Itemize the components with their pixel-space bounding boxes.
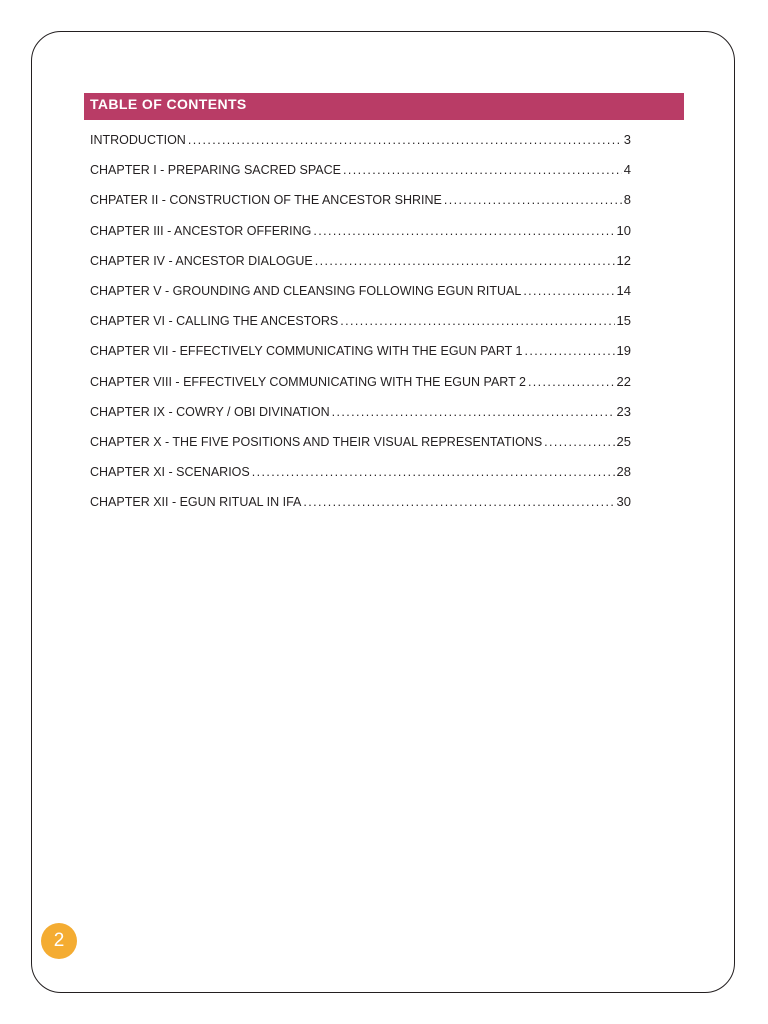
- toc-list: [90, 130, 631, 522]
- toc-entry-page: 8: [623, 192, 631, 208]
- toc-entry-page: 3: [623, 132, 631, 147]
- dot-leader: [313, 221, 614, 241]
- page-number-badge: [41, 923, 77, 959]
- toc-entry-page: 4: [623, 162, 631, 178]
- toc-entry-page: 10: [616, 222, 631, 238]
- toc-entry-label: CHAPTER III - ANCESTOR OFFERING: [90, 223, 312, 238]
- toc-header: [84, 93, 684, 120]
- toc-entry-chapter-8[interactable]: [90, 372, 631, 402]
- toc-entry-label: CHPATER II - CONSTRUCTION OF THE ANCESTOR SHRINE: [90, 193, 442, 208]
- toc-entry-page: 22: [616, 373, 631, 389]
- toc-entry-chapter-10[interactable]: [90, 432, 631, 462]
- toc-entry-label: CHAPTER XI - SCENARIOS: [90, 465, 250, 480]
- dot-leader: [303, 492, 614, 512]
- toc-entry-label: CHAPTER VII - EFFECTIVELY COMMUNICATING WITH THE EGUN PART 1: [90, 344, 523, 359]
- page-number: 2: [53, 930, 65, 951]
- dot-leader: [252, 462, 615, 482]
- dot-leader: [315, 251, 615, 271]
- toc-title: TABLE OF CONTENTS: [90, 96, 247, 112]
- toc-entry-chapter-11[interactable]: [90, 462, 631, 492]
- toc-entry-label: CHAPTER XII - EGUN RITUAL IN IFA: [90, 495, 302, 510]
- toc-entry-page: 14: [616, 282, 631, 298]
- dot-leader: [523, 281, 614, 301]
- dot-leader: [528, 372, 615, 392]
- dot-leader: [524, 341, 614, 361]
- dot-leader: [544, 432, 614, 452]
- toc-entry-chapter-1[interactable]: [90, 160, 631, 190]
- toc-entry-page: 12: [616, 252, 631, 268]
- dot-leader: [343, 160, 622, 180]
- toc-entry-page: 28: [616, 464, 631, 480]
- toc-entry-label: CHAPTER X - THE FIVE POSITIONS AND THEIR VISUAL REPRESENTATIONS: [90, 434, 543, 449]
- toc-entry-label: CHAPTER VI - CALLING THE ANCESTORS: [90, 314, 339, 329]
- toc-entry-chapter-3[interactable]: [90, 221, 631, 251]
- toc-entry-page: 15: [616, 313, 631, 329]
- toc-entry-chapter-2[interactable]: [90, 190, 631, 220]
- toc-entry-label: CHAPTER IV - ANCESTOR DIALOGUE: [90, 253, 313, 268]
- toc-entry-page: 30: [616, 494, 631, 510]
- dot-leader: [340, 311, 614, 331]
- toc-entry-label: INTRODUCTION: [90, 133, 186, 147]
- dot-leader: [332, 402, 615, 422]
- toc-entry-page: 19: [616, 343, 631, 359]
- toc-entry-chapter-4[interactable]: [90, 251, 631, 281]
- toc-entry-label: CHAPTER V - GROUNDING AND CLEANSING FOLLOWING EGUN RITUAL: [90, 283, 522, 298]
- toc-entry-chapter-12[interactable]: [90, 492, 631, 522]
- toc-entry-chapter-9[interactable]: [90, 402, 631, 432]
- toc-entry-chapter-5[interactable]: [90, 281, 631, 311]
- toc-entry-label: CHAPTER I - PREPARING SACRED SPACE: [90, 163, 341, 178]
- toc-entry-introduction[interactable]: [90, 130, 631, 160]
- toc-entry-page: 25: [616, 433, 631, 449]
- toc-entry-label: CHAPTER VIII - EFFECTIVELY COMMUNICATING WITH THE EGUN PART 2: [90, 374, 526, 389]
- dot-leader: [188, 130, 622, 150]
- toc-entry-page: 23: [616, 403, 631, 419]
- toc-entry-chapter-6[interactable]: [90, 311, 631, 341]
- dot-leader: [444, 190, 622, 210]
- toc-entry-label: CHAPTER IX - COWRY / OBI DIVINATION: [90, 404, 330, 419]
- toc-entry-chapter-7[interactable]: [90, 341, 631, 371]
